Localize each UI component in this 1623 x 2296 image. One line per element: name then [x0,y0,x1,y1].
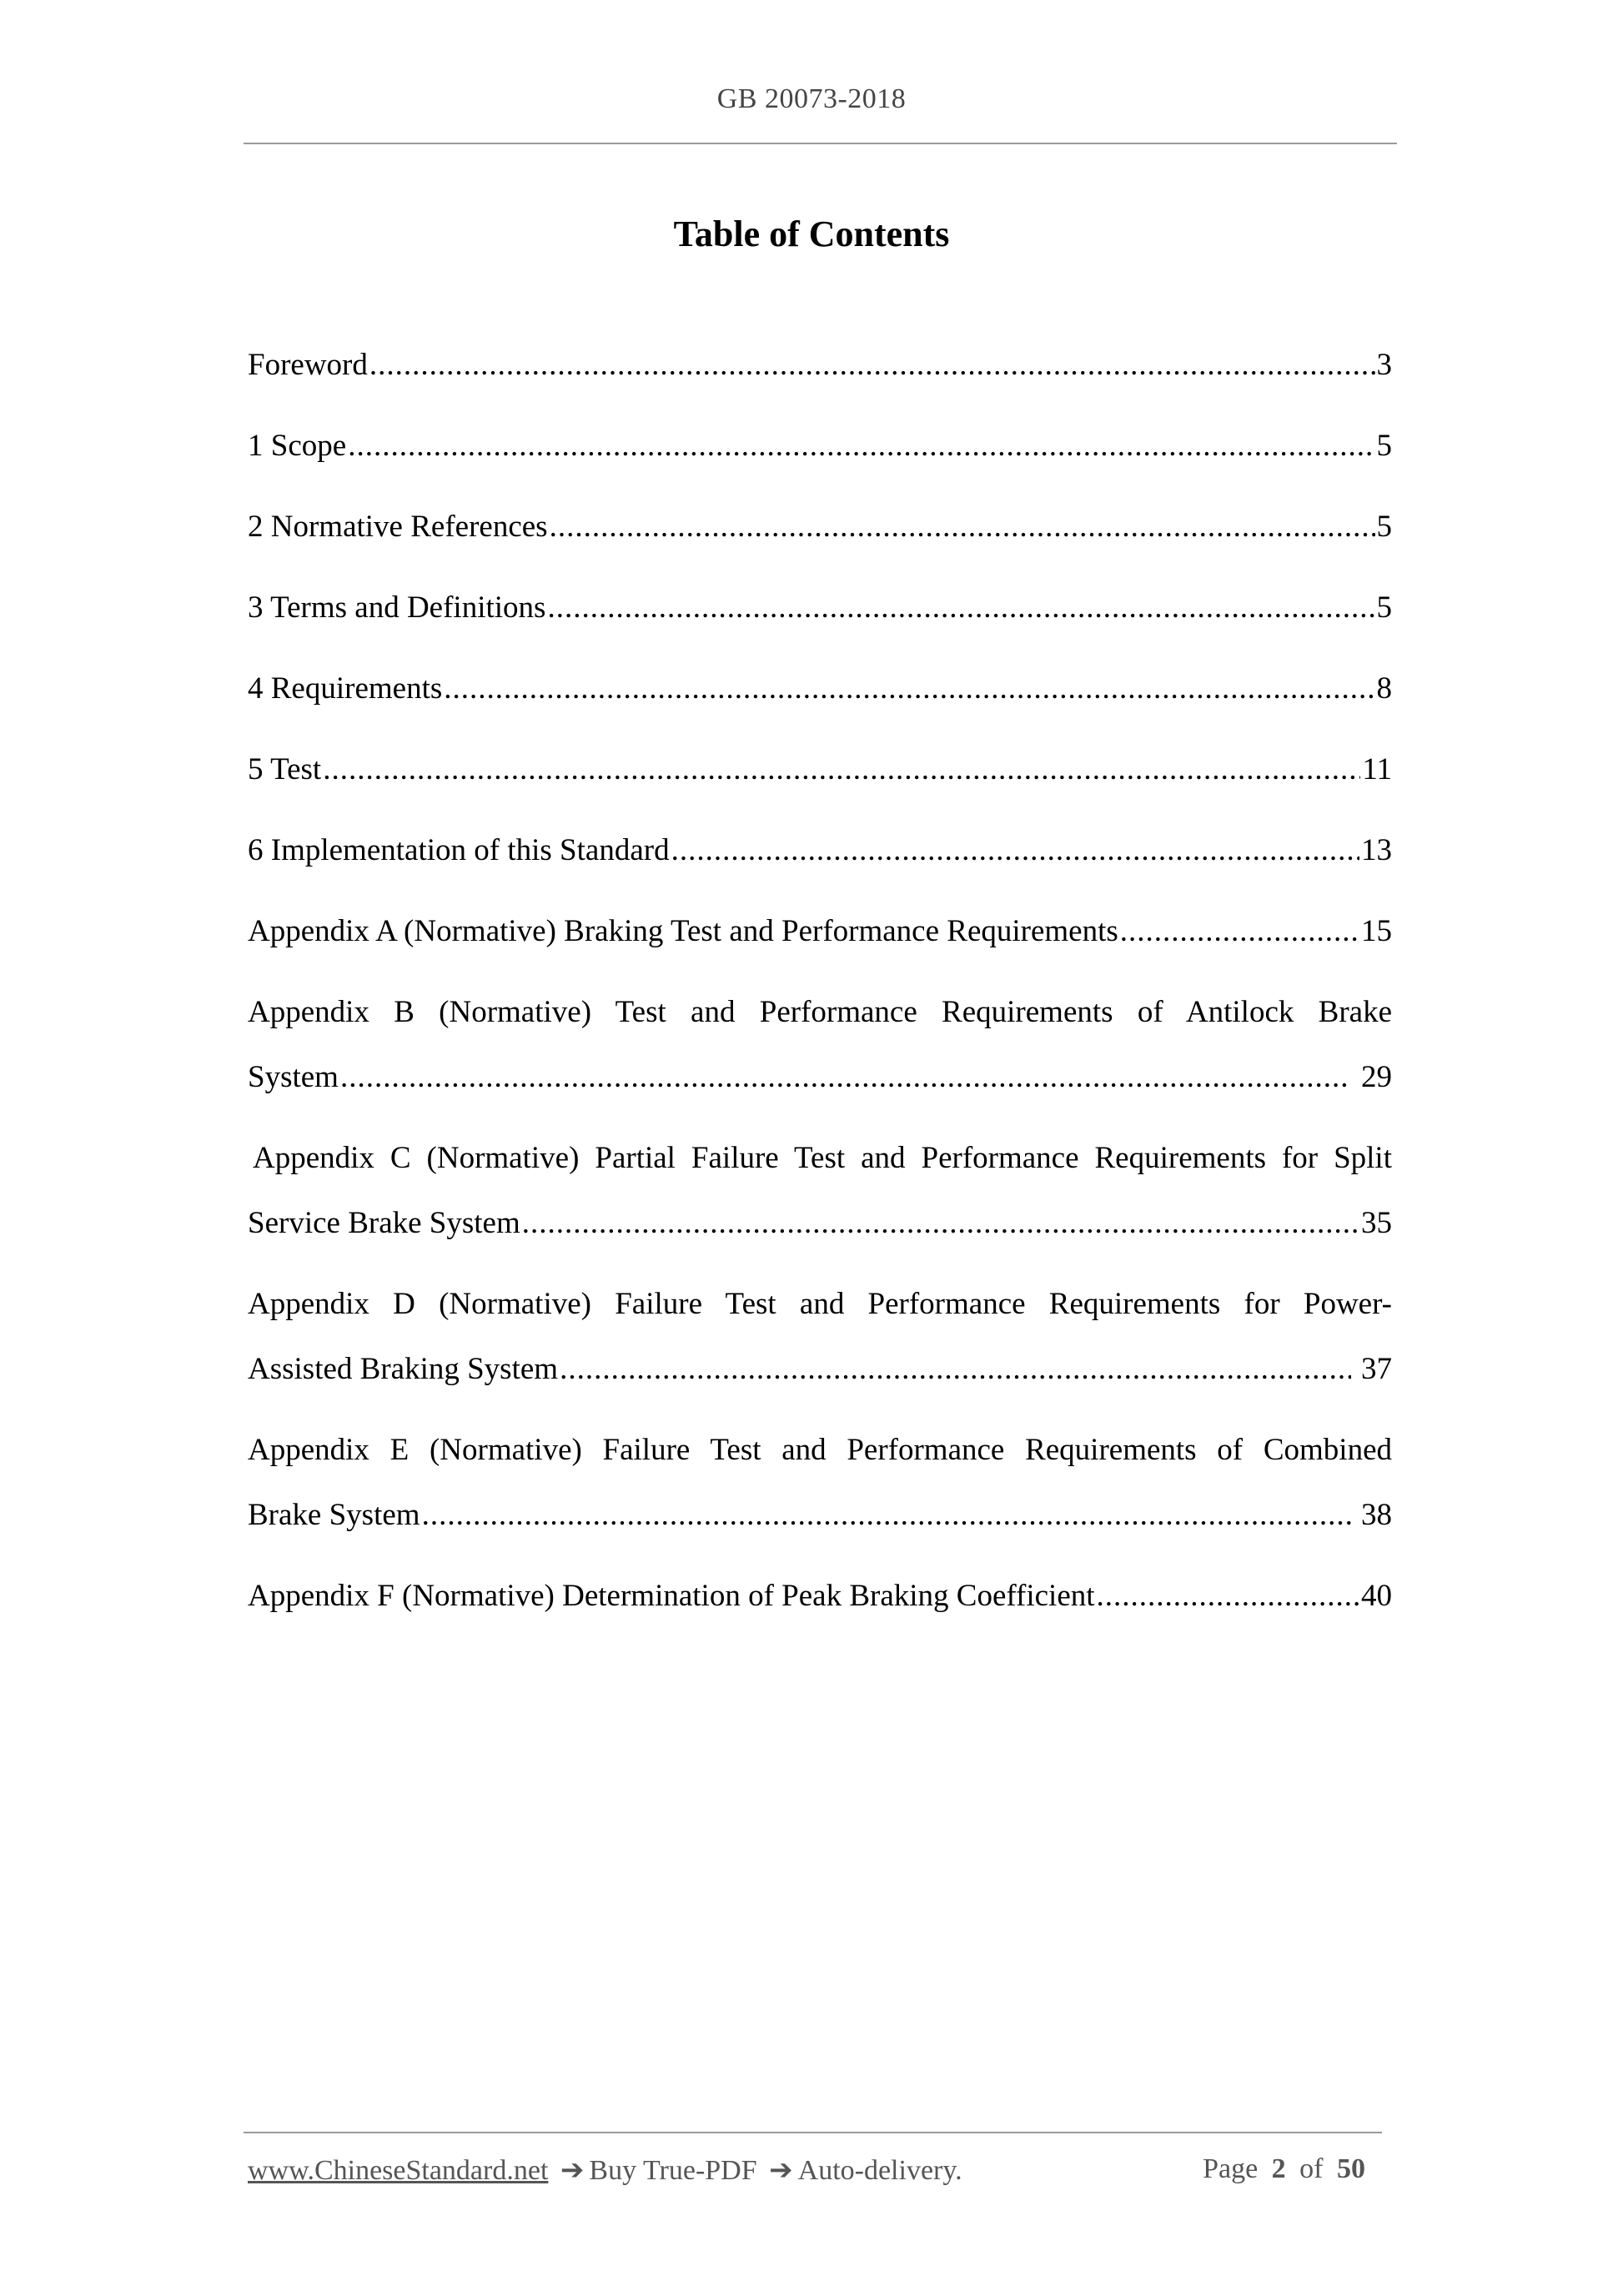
toc-entry-appendix-f[interactable] [248,1575,1392,1616]
toc-dot-leader [550,506,1375,547]
toc-entry-appendix-d[interactable] [248,1284,1392,1389]
toc-page-number: 11 [1362,752,1392,786]
toc-entry-appendix-e[interactable] [248,1429,1392,1535]
toc-entry-test[interactable] [248,749,1392,790]
toc-page-number: 8 [1376,671,1392,706]
toc-page-number: 5 [1376,510,1392,544]
website-link[interactable]: www.ChineseStandard.net [248,2155,549,2186]
buy-true-pdf-text: Buy True-PDF [589,2155,757,2186]
toc-entry-foreword[interactable] [248,344,1392,385]
table-of-contents [248,344,1392,1656]
toc-entry-title: 4 Requirements [248,671,443,706]
toc-page-number: 5 [1376,429,1392,463]
page-label: Page [1203,2153,1259,2184]
arrow-right-icon: ➔ [560,2155,585,2186]
page-indicator [1203,2153,1372,2185]
toc-dot-leader [444,668,1374,709]
toc-dot-leader [547,587,1374,628]
toc-dot-leader [348,425,1374,466]
toc-entry-appendix-b[interactable] [248,992,1392,1098]
arrow-right-icon: ➔ [769,2155,793,2186]
toc-dot-leader [340,1057,1351,1098]
toc-entry-title: 3 Terms and Definitions [248,590,546,625]
toc-entry-title: Appendix F (Normative) Determination of Peak Braking Coefficient [248,1579,1095,1613]
toc-dot-leader [671,830,1359,871]
toc-entry-title-line1: Appendix E (Normative) Failure Test and Performance Requirements of Combined [248,1433,1392,1467]
toc-entry-title: 1 Scope [248,429,347,463]
toc-dot-leader [522,1203,1359,1243]
toc-entry-implementation[interactable] [248,830,1392,871]
toc-entry-appendix-a[interactable] [248,911,1392,952]
toc-page-number: 13 [1361,833,1392,867]
toc-page-number: 5 [1376,590,1392,625]
toc-page-number: 15 [1361,914,1392,948]
toc-entry-title: System [248,1060,339,1094]
toc-entry-title: Service Brake System [248,1206,520,1240]
toc-entry-title-line1: Appendix D (Normative) Failure Test and Performance Requirements for Power- [248,1287,1392,1321]
toc-entry-scope[interactable] [248,425,1392,466]
header-divider [244,143,1397,144]
auto-delivery-text: Auto-delivery. [797,2155,962,2186]
page-title: Table of Contents [673,214,950,254]
of-label: of [1299,2153,1324,2184]
toc-page-number: 37 [1361,1352,1392,1386]
toc-entry-requirements[interactable] [248,668,1392,709]
toc-entry-title: 6 Implementation of this Standard [248,833,670,867]
toc-page-number: 29 [1361,1060,1392,1094]
toc-entry-title: 5 Test [248,752,322,786]
toc-entry-title-line1: Appendix B (Normative) Test and Performance Requirements of Antilock Brake [248,995,1392,1029]
current-page-number: 2 [1271,2153,1286,2184]
toc-dot-leader [1120,911,1359,952]
toc-page-number: 3 [1376,348,1392,382]
toc-dot-leader [560,1349,1351,1389]
toc-entry-title: Brake System [248,1498,420,1532]
toc-entry-title-line1: Appendix C (Normative) Partial Failure Test and Performance Requirements for Split [253,1141,1392,1175]
toc-entry-title: Foreword [248,348,368,382]
toc-entry-normative-references[interactable] [248,506,1392,547]
toc-entry-title: 2 Normative References [248,510,548,544]
toc-page-number: 38 [1361,1498,1392,1532]
toc-entry-title: Appendix A (Normative) Braking Test and Performance Requirements [248,914,1118,948]
footer-divider [244,2132,1382,2133]
toc-dot-leader [422,1495,1351,1535]
total-pages-number: 50 [1337,2153,1365,2184]
toc-page-number: 40 [1361,1579,1392,1613]
toc-page-number: 35 [1361,1206,1392,1240]
footer-promo [248,2153,962,2187]
toc-entry-terms-and-definitions[interactable] [248,587,1392,628]
document-code-header: GB 20073-2018 [716,83,907,114]
toc-entry-appendix-c[interactable] [248,1138,1392,1243]
toc-entry-title: Assisted Braking System [248,1352,559,1386]
toc-dot-leader [369,344,1375,385]
toc-dot-leader [323,749,1360,790]
toc-dot-leader [1097,1575,1359,1616]
